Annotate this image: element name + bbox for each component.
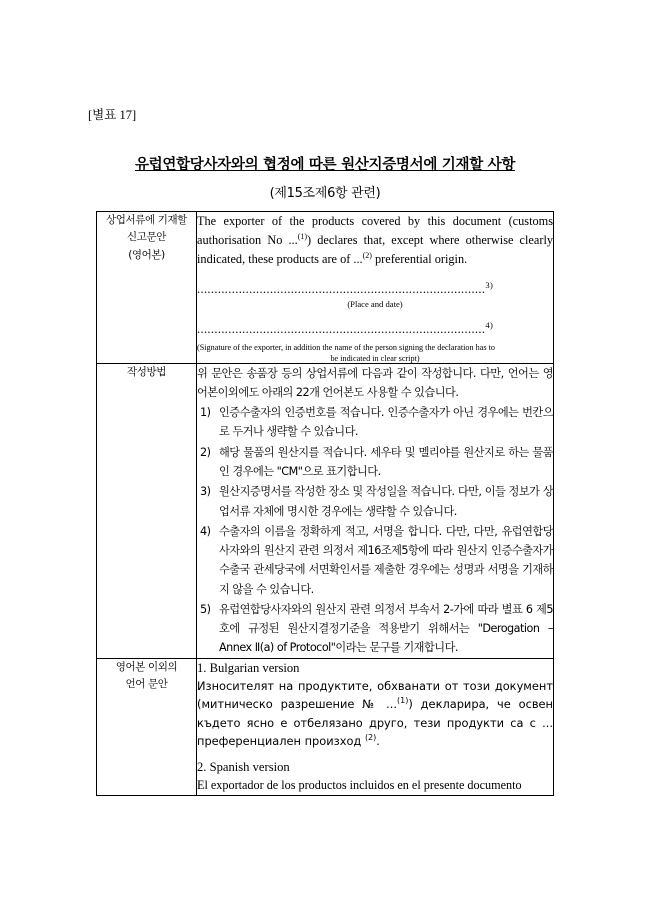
signature-dotted-line [197, 320, 553, 337]
page-title-text: 유럽연합당사자와의 협정에 따른 원산지증명서에 기재할 사항 [134, 157, 516, 173]
form-table [96, 211, 554, 796]
language-body-bulgarian [197, 677, 553, 751]
table-row [97, 212, 554, 364]
instructions-list [197, 403, 553, 657]
footnote-ref-4: 4) [485, 320, 494, 331]
row-label-line: 신고문안 [127, 231, 166, 244]
footnote-ref-3: 3) [485, 280, 494, 291]
list-item-text: 유럽연합당사자와의 원산지 관련 의정서 부속서 2-가에 따라 별표 6 제5호에 규정된 원산지결정기준을 적용받기 위해서는 "Derogation – Annex Ⅱ(a) of Protocol"이라는 문구를 기재합니다. [219, 602, 553, 655]
language-body-part1: Износителят на продуктите, обхванати от този документ (митническо разрешение № ... [197, 678, 553, 712]
page-title [0, 153, 650, 174]
form-tag: [별표 17] [88, 108, 137, 122]
table-row [97, 658, 554, 795]
english-declaration-paragraph [197, 212, 553, 269]
row-label-line: 영어본 이외의 [115, 660, 178, 673]
language-body-part1: El exportador de los productos incluidos en el presente documento [197, 777, 522, 792]
place-date-dotted-line [197, 280, 553, 297]
footnote-ref-2: (2) [364, 733, 377, 743]
declaration-part1: The exporter of the products covered by this document (customs authorisation No ... [197, 214, 553, 248]
list-item-marker: 5) [200, 602, 211, 616]
row-label-other-languages [97, 658, 197, 795]
list-item-text: 인증수출자의 인증번호를 적습니다. 인증수출자가 아닌 경우에는 번칸으로 두거나 생략할 수 있습니다. [219, 406, 553, 439]
list-item-marker: 3) [200, 485, 211, 499]
place-and-date-caption: (Place and date) [347, 299, 403, 310]
declaration-part3: preferential origin. [371, 252, 468, 267]
list-item [197, 482, 553, 521]
list-item-marker: 4) [200, 524, 211, 538]
list-item [197, 443, 553, 482]
row-label-line: 작성방법 [127, 365, 166, 378]
table-row [97, 363, 554, 658]
footnote-ref-1: (1) [397, 696, 409, 706]
language-heading-bulgarian: 1. Bulgarian version [197, 660, 300, 675]
list-item-text: 수출자의 이름을 정확하게 적고, 서명을 합니다. 다만, 다만, 유럽연합당사자와의 원산지 관련 의정서 제16조제5항에 따라 원산지 인증수출자가 수출국 관세당국에 서면확인서를 제출한 경우에는 성명과 서명을 기재하지 않을 수 있습니다. [219, 524, 553, 596]
row-label-line: 언어 문안 [125, 677, 168, 690]
row-body-instructions [197, 363, 554, 658]
language-body-part3: . [376, 734, 380, 749]
list-item-text: 해당 물품의 원산지를 적습니다. 세우타 및 멜리야를 원산지로 하는 물품인 경우에는 "CM"으로 표기합니다. [219, 445, 553, 478]
list-item [197, 600, 553, 658]
row-label-line: (영어본) [128, 248, 165, 261]
language-body-part2: ) декларира, че освен където ясно е отбелязано друго, тези продукти са с ... преференциален произход [197, 697, 553, 749]
row-label-declaration [97, 212, 197, 364]
signature-note-line-2: be indicated in clear script) [330, 353, 420, 363]
declaration-part2: ) declares that, except where otherwise clearly indicated, these products are of ... [197, 233, 554, 267]
dotted-line-text: ................................................................................... [197, 322, 486, 337]
footnote-ref-1: (1) [297, 232, 308, 242]
row-label-line: 상업서류에 기재할 [106, 214, 187, 226]
language-heading-spanish: 2. Spanish version [197, 759, 290, 774]
dotted-line-text: ................................................................................... [197, 282, 486, 297]
list-item-marker: 1) [200, 406, 211, 420]
row-body-other-languages [197, 658, 554, 795]
signature-note-line-1: (Signature of the exporter, in addition the name of the person signing the declaration has to [197, 342, 495, 352]
list-item [197, 403, 553, 442]
row-label-instructions [97, 363, 197, 658]
list-item [197, 522, 553, 599]
row-body-declaration [197, 212, 554, 364]
language-body-spanish [197, 776, 553, 796]
list-item-text: 원산지증명서를 작성한 장소 및 작성일을 적습니다. 다만, 이들 정보가 상업서류 자체에 명시한 경우에는 생략할 수 있습니다. [219, 485, 553, 518]
page-subtitle: (제15조제6항 관련) [269, 186, 381, 201]
footnote-ref-2: (2) [362, 251, 372, 261]
instructions-intro: 위 문안은 송품장 등의 상업서류에 다음과 같이 작성합니다. 다만, 언어는 영어본이외에도 아래의 22개 언어본도 사용할 수 있습니다. [197, 366, 553, 399]
list-item-marker: 2) [200, 445, 211, 459]
